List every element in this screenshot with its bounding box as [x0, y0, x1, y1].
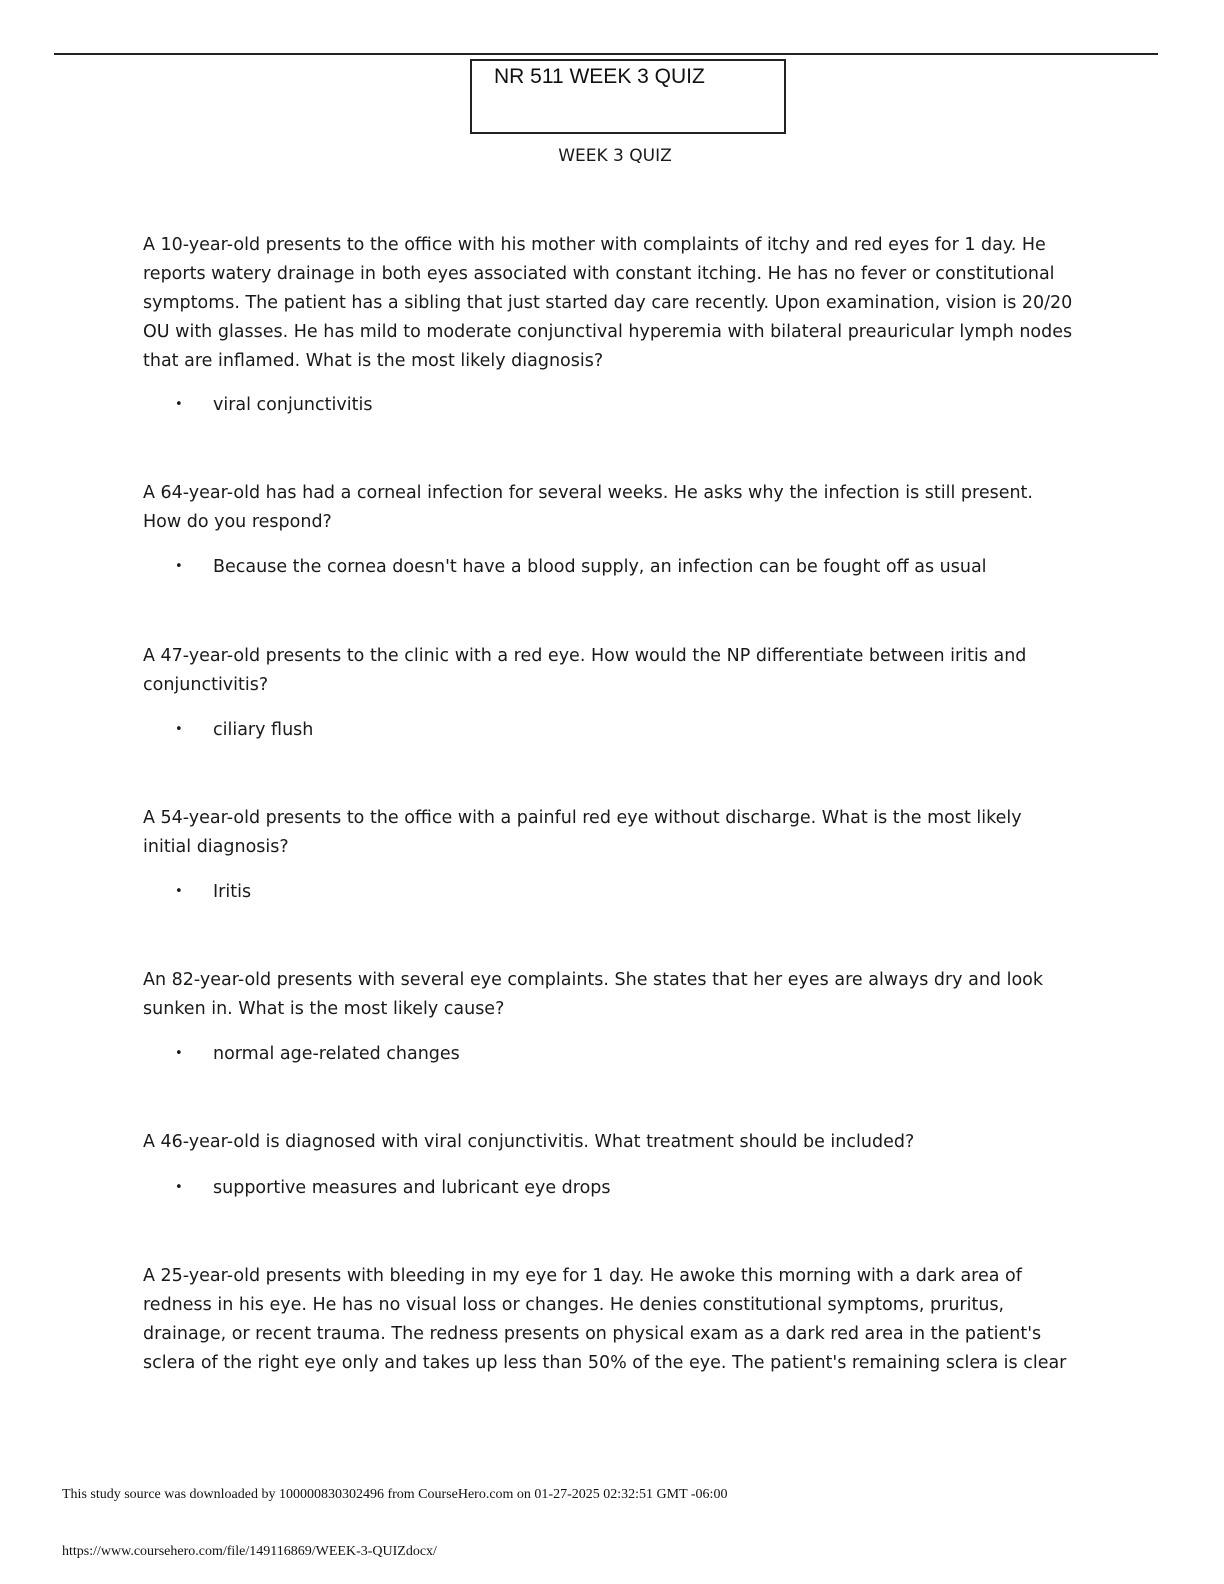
question-text: A 46-year-old is diagnosed with viral conjunctivitis. What treatment should be included?: [143, 1132, 915, 1152]
title-box: [470, 59, 786, 134]
bullet-icon: •: [175, 559, 183, 574]
answer-text: Because the cornea doesn't have a blood supply, an infection can be fought off as usual: [213, 557, 987, 577]
question-text: A 25-year-old presents with bleeding in my eye for 1 day. He awoke this morning with a dark area of redness in his eye. He has no visual loss or changes. He denies constitutional symptoms, pruritus, drainage, or recent trauma. The redness presents on physical exam as a dark red area in the patient's sclera of the right eye only and takes up less than 50% of the eye. The patient's remaining sclera is clear: [143, 1266, 1067, 1373]
answer-item: [175, 552, 1075, 582]
question-text: A 54-year-old presents to the office with a painful red eye without discharge. What is the most likely initial diagnosis?: [143, 808, 1022, 857]
bullet-icon: •: [175, 1046, 183, 1061]
download-source-notice: This study source was downloaded by 100000830302496 from CourseHero.com on 01-27-2025 02:32:51 GMT -06:00: [62, 1487, 728, 1502]
answer-text: Iritis: [213, 882, 252, 902]
bullet-icon: •: [175, 397, 183, 412]
source-url-link[interactable]: https://www.coursehero.com/file/149116869/WEEK-3-QUIZdocx/: [62, 1544, 437, 1559]
answer-item: [175, 1173, 1075, 1203]
question-text: A 64-year-old has had a corneal infection for several weeks. He asks why the infection is still present. How do you respond?: [143, 483, 1033, 532]
bullet-icon: •: [175, 884, 183, 899]
top-horizontal-rule: [54, 53, 1158, 55]
question-text: A 10-year-old presents to the office with his mother with complaints of itchy and red eyes for 1 day. He reports watery drainage in both eyes associated with constant itching. He has no fever or constitutional symptoms. The patient has a sibling that just started day care recently. Upon examination, vision is 20/20 OU with glasses. He has mild to moderate conjunctival hyperemia with bilateral preauricular lymph nodes that are inflamed. What is the most likely diagnosis?: [143, 235, 1073, 371]
answer-item: [175, 390, 1075, 420]
quiz-subtitle: WEEK 3 QUIZ: [558, 146, 672, 166]
answer-item: [175, 1039, 1075, 1069]
question-text: A 47-year-old presents to the clinic with a red eye. How would the NP differentiate between iritis and conjunctivitis?: [143, 646, 1027, 695]
answer-text: supportive measures and lubricant eye drops: [213, 1178, 611, 1198]
answer-item: [175, 715, 1075, 745]
bullet-icon: •: [175, 722, 183, 737]
answer-text: ciliary flush: [213, 720, 314, 740]
document-title: NR 511 WEEK 3 QUIZ: [494, 65, 705, 88]
answer-text: normal age-related changes: [213, 1044, 460, 1064]
bullet-icon: •: [175, 1180, 183, 1195]
question-text: An 82-year-old presents with several eye complaints. She states that her eyes are always dry and look sunken in. What is the most likely cause?: [143, 970, 1043, 1019]
answer-item: [175, 877, 1075, 907]
answer-text: viral conjunctivitis: [213, 395, 373, 415]
